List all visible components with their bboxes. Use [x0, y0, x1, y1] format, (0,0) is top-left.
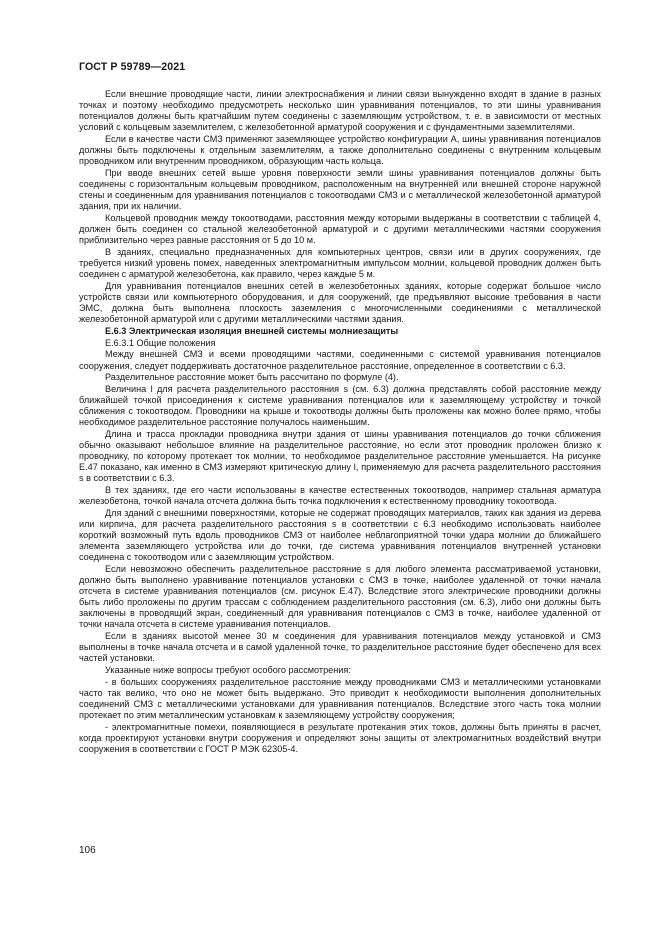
- paragraph: Величина l для расчета разделительного расстояния s (см. 6.3) должна представлять собой расстояние между ближайшей точкой присоединения к системе уравнивания потенциалов или к заземляющему устройству и точкой сближения с токоотводом. Проводники на крыше и токоотводы должны быть проложены как можно более прямо, чтобы необходимое разделительное расстояние получалось наименьшим.: [79, 384, 601, 428]
- list-item: - в больших сооружениях разделительное расстояние между проводниками СМЗ и металлическими установками часто так велико, что оно не может быть выдержано. Это приводит к необходимости выполнения дополнительных соединений СМЗ с металлическими установками для уравнивания потенциалов. Вследствие этого часть тока молнии протекает по этим металлическим установкам к заземляющему устройству сооружения;: [79, 676, 601, 721]
- paragraph: Если в качестве части СМЗ применяют заземляющее устройство конфигурации А, шины уравнивания потенциалов должны быть подключены к отдельным заземлителям, а также дополнительно соединены с внутренним кольцевым проводником или внутренним проводником, образующим часть кольца.: [79, 133, 601, 167]
- paragraph: При вводе внешних сетей выше уровня поверхности земли шины уравнивания потенциалов должны быть соединены с горизонтальным кольцевым проводником, расположенным на внутренней или внешней стороне наружной стены и соединенным для уравнивания потенциалов с токоотводами СМЗ и с металлической железобетонной арматурой здания, при их наличии.: [79, 167, 601, 212]
- paragraph: Если в зданиях высотой менее 30 м соединения для уравнивания потенциалов между установкой и СМЗ выполнены в точке начала отсчета и в самой удаленной точке, то разделительное расстояние будет обеспечено для всех частей установки.: [79, 631, 601, 664]
- paragraph: В зданиях, специально предназначенных для компьютерных центров, связи или в других сооружениях, где требуется низкий уровень помех, наведенных электромагнитным импульсом молнии, кольцевой проводник должен быть соединен с арматурой железобетона, как правило, через каждые 5 м.: [79, 246, 601, 279]
- paragraph: Если внешние проводящие части, линии электроснабжения и линии связи вынужденно входят в здание в разных точках и поэтому необходимо предусмотреть несколько шин уравнивания потенциалов, то эти шины уравнивания потенциалов должны быть кратчайшим путем соединены с заземляющим устройством, т. е. в зависимости от местных условий с кольцевым заземлителем, с железобетонной арматурой сооружения и с фундаментными заземлителями.: [79, 89, 601, 133]
- paragraph: Если невозможно обеспечить разделительное расстояние s для любого элемента рассматриваемой установки, должно быть выполнено уравнивание потенциалов установки с СМЗ в точке, наиболее удаленной от точки начала отсчета в системе уравнивания потенциалов (см. рисунок Е.47). Вследствие этого электрические проводники должны быть либо проложены по другим трассам с соблюдением разделительного расстояния (см. 6.3), либо они должны быть заключены в проводящий экран, соединенный для уравнивания потенциалов с СМЗ в точке, наиболее удаленной от точки начала отсчета в системе уравнивания потенциалов.: [79, 564, 601, 630]
- paragraph: В тех зданиях, где его части использованы в качестве естественных токоотводов, например стальная арматура железобетона, точкой начала отсчета должна быть точка подключения к естественному проводнику токоотвода.: [79, 485, 601, 507]
- paragraph: Между внешней СМЗ и всеми проводящими частями, соединенными с системой уравнивания потенциалов сооружения, следует поддерживать достаточное разделительное расстояние, определенное в соответствии с 6.3.: [79, 349, 601, 371]
- paragraph: Для уравнивания потенциалов внешних сетей в железобетонных зданиях, которые содержат большое число устройств связи или компьютерного оборудования, и для сооружений, где предъявляют высокие требования в части ЭМС, должна быть выполнена плоскость заземления с многочисленными соединениями с металлической железобетонной арматурой или с другими металлическими частями здания.: [79, 280, 601, 324]
- page-number: 106: [79, 845, 96, 856]
- paragraph: Длина и трасса прокладки проводника внутри здания от шины уравнивания потенциалов до точки сближения обычно оказывают небольшое влияние на разделительное расстояние, но если этот проводник проложен близко к проводнику, по которому протекает ток молнии, то необходимое разделительное расстояние уменьшается. На рисунке Е.47 показано, как именно в СМЗ измеряют критическую длину l, применяемую для расчета разделительного расстояния s в соответствии с 6.3.: [79, 429, 601, 484]
- list-item: - электромагнитные помехи, появляющиеся в результате протекания этих токов, должны быть приняты в расчет, когда проектируют установки внутри сооружения и определяют зоны защиты от электромагнитных воздействий внутри сооружения в соответствии с ГОСТ Р МЭК 62305-4.: [79, 721, 601, 755]
- paragraph: Для зданий с внешними поверхностями, которые не содержат проводящих материалов, таких как здания из дерева или кирпича, для расчета разделительного расстояния s в соответствии с 6.3 необходимо использовать наиболее короткий возможный путь вдоль проводников СМЗ от наиболее неблагоприятной точки удара молнии до ближайшего элемента заземляющего устройства или до точки, где система уравнивания потенциалов внутренней установки соединена с токоотводом или с заземляющим устройством.: [79, 508, 601, 563]
- subsection-heading: Е.6.3.1 Общие положения: [105, 337, 216, 348]
- paragraph: Кольцевой проводник между токоотводами, расстояния между которыми выдержаны в соответствии с таблицей 4, должен быть соединен со стальной железобетонной арматурой и с другими металлическими частями сооружения приблизительно через равные расстояния от 5 до 10 м.: [79, 212, 601, 245]
- document-header: ГОСТ Р 59789—2021: [79, 61, 186, 73]
- document-body: [79, 89, 601, 756]
- paragraph: Указанные ниже вопросы требуют особого рассмотрения:: [105, 665, 351, 676]
- paragraph: Разделительное расстояние может быть рассчитано по формуле (4).: [105, 372, 399, 383]
- section-heading: Е.6.3 Электрическая изоляция внешней системы молниезащиты: [105, 325, 399, 336]
